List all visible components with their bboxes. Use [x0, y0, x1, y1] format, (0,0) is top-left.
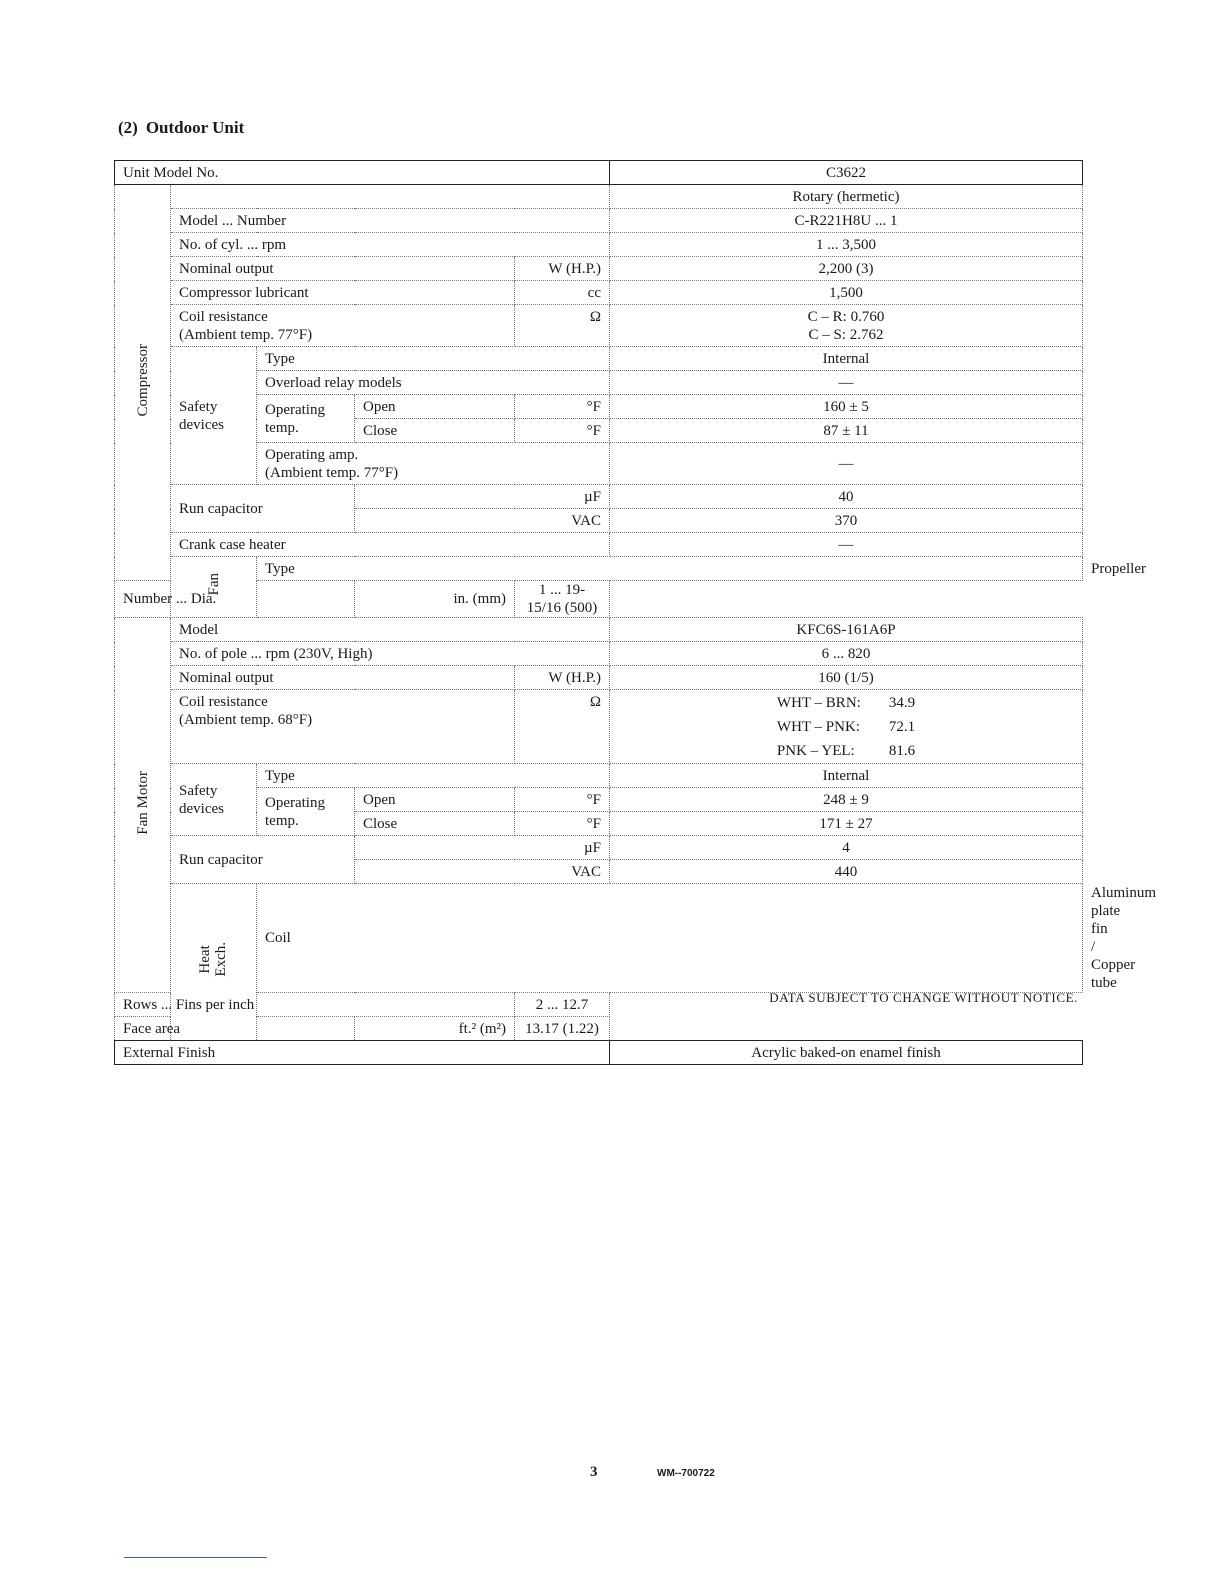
label-cell: No. of cyl. ... rpm [171, 233, 610, 257]
table-row [115, 257, 1083, 281]
table-row [115, 185, 1083, 209]
label-cell: Run capacitor [171, 485, 355, 533]
value-cell [610, 690, 1083, 764]
label-cell: Number ... Dia. [115, 581, 355, 618]
label-cell: Coil resistance (Ambient temp. 68°F) [171, 690, 515, 764]
value-cell: 440 [610, 860, 1083, 884]
table-row [115, 371, 1083, 395]
label-cell: No. of pole ... rpm (230V, High) [171, 642, 610, 666]
table-row [115, 581, 1083, 618]
value-cell: C3622 [610, 161, 1083, 185]
label-cell: Type [257, 557, 1083, 581]
value-cell: 370 [610, 509, 1083, 533]
label-cell: Open [355, 395, 515, 419]
value-cell: 87 ± 11 [610, 419, 1083, 443]
document-id: WM--700722 [657, 1468, 715, 1479]
wire-pair: WHT – PNK: [776, 718, 860, 735]
label-cell: Type [257, 347, 610, 371]
table-row [115, 666, 1083, 690]
label-cell: Face area [115, 1017, 355, 1041]
wire-pair: WHT – BRN: [776, 694, 861, 711]
table-row [115, 347, 1083, 371]
unit-cell: °F [515, 788, 610, 812]
value-cell: C – R: 0.760 C – S: 2.762 [610, 305, 1083, 347]
group-label: Fan [205, 573, 222, 596]
spec-table [114, 160, 1157, 1065]
value-cell: KFC6S-161A6P [610, 618, 1083, 642]
wire-pair: PNK – YEL: [776, 742, 855, 759]
value-cell: 160 (1/5) [610, 666, 1083, 690]
page-number: 3 [590, 1464, 598, 1480]
label-cell: Rows ... Fins per inch [115, 993, 515, 1017]
value-cell: — [610, 533, 1083, 557]
table-row [115, 533, 1083, 557]
group-label: Compressor [134, 343, 151, 417]
table-row [115, 209, 1083, 233]
section-number: (2) [118, 118, 138, 137]
wire-resistance: 72.1 [888, 718, 916, 735]
value-cell: 1,500 [610, 281, 1083, 305]
change-notice: DATA SUBJECT TO CHANGE WITHOUT NOTICE. [769, 990, 1078, 1005]
label-cell: Close [355, 812, 515, 836]
table-row [115, 305, 1083, 347]
value-cell: 2 ... 12.7 [515, 993, 610, 1017]
group-label: Heat Exch. [196, 942, 229, 977]
label-cell: Run capacitor [171, 836, 355, 884]
unit-cell: µF [355, 485, 610, 509]
unit-cell: Ω [515, 305, 610, 347]
section-title-text: Outdoor Unit [145, 118, 245, 137]
operating-temp-label: Operating temp. [257, 395, 355, 443]
table-row [115, 618, 1083, 642]
unit-cell: °F [515, 812, 610, 836]
value-cell: 2,200 (3) [610, 257, 1083, 281]
wiring-values [777, 694, 915, 760]
unit-cell: W (H.P.) [515, 666, 610, 690]
label-cell: Overload relay models [257, 371, 610, 395]
label-cell: Close [355, 419, 515, 443]
operating-temp-label: Operating temp. [257, 788, 355, 836]
value-cell: 40 [610, 485, 1083, 509]
unit-cell: in. (mm) [355, 581, 515, 618]
table-row: Heat Exch. Coil Aluminum plate fin / Copper tube [115, 884, 1083, 993]
table-row [115, 395, 1083, 419]
unit-cell: VAC [355, 509, 610, 533]
label-cell: Model ... Number [171, 209, 610, 233]
value-cell: 4 [610, 836, 1083, 860]
label-cell [171, 185, 610, 209]
table-row [115, 233, 1083, 257]
label-cell: Operating amp. (Ambient temp. 77°F) [257, 443, 610, 485]
value-cell: — [610, 371, 1083, 395]
label-cell: Open [355, 788, 515, 812]
table-row [115, 764, 1083, 788]
unit-cell: °F [515, 395, 610, 419]
value-cell: 6 ... 820 [610, 642, 1083, 666]
unit-cell: µF [355, 836, 610, 860]
value-cell: 1 ... 3,500 [610, 233, 1083, 257]
table-row [115, 485, 1083, 509]
unit-cell: Ω [515, 690, 610, 764]
value-cell: C-R221H8U ... 1 [610, 209, 1083, 233]
table-row [115, 1017, 1083, 1041]
unit-cell: ft.² (m²) [355, 1017, 515, 1041]
value-cell: 248 ± 9 [610, 788, 1083, 812]
group-compressor [115, 185, 171, 581]
wire-resistance: 34.9 [888, 694, 916, 711]
value-cell: 13.17 (1.22) [515, 1017, 610, 1041]
value-cell: Internal [610, 347, 1083, 371]
safety-devices-label: Safety devices [171, 347, 257, 485]
unit-cell: W (H.P.) [515, 257, 610, 281]
label-cell: Coil resistance (Ambient temp. 77°F) [171, 305, 515, 347]
label-cell: Nominal output [171, 257, 515, 281]
table-row [115, 642, 1083, 666]
wire-resistance: 81.6 [888, 742, 916, 759]
value-cell: Rotary (hermetic) [610, 185, 1083, 209]
label-cell: Unit Model No. [115, 161, 610, 185]
value-cell: 160 ± 5 [610, 395, 1083, 419]
table-row [115, 690, 1083, 764]
table-row [115, 281, 1083, 305]
label-cell: Coil [257, 884, 1083, 993]
group-fan-motor [115, 618, 171, 993]
label-cell: Type [257, 764, 610, 788]
section-title [118, 118, 244, 138]
unit-cell: °F [515, 419, 610, 443]
value-cell: 171 ± 27 [610, 812, 1083, 836]
unit-cell: cc [515, 281, 610, 305]
value-cell: Acrylic baked-on enamel finish [610, 1041, 1083, 1065]
table-row [115, 788, 1083, 812]
table-row [115, 443, 1083, 485]
footer-rule [124, 1557, 267, 1558]
label-cell: External Finish [115, 1041, 610, 1065]
table-row [115, 1041, 1083, 1065]
label-cell: Model [171, 618, 610, 642]
table-row [115, 161, 1083, 185]
unit-cell: VAC [355, 860, 610, 884]
label-cell: Nominal output [171, 666, 515, 690]
table-row: Fan Type Propeller [115, 557, 1083, 581]
safety-devices-label: Safety devices [171, 764, 257, 836]
value-cell: 1 ... 19-15/16 (500) [515, 581, 610, 618]
group-label: Fan Motor [134, 770, 151, 835]
label-cell: Compressor lubricant [171, 281, 515, 305]
value-cell: — [610, 443, 1083, 485]
label-cell: Crank case heater [171, 533, 610, 557]
value-cell: Internal [610, 764, 1083, 788]
table-row [115, 836, 1083, 860]
